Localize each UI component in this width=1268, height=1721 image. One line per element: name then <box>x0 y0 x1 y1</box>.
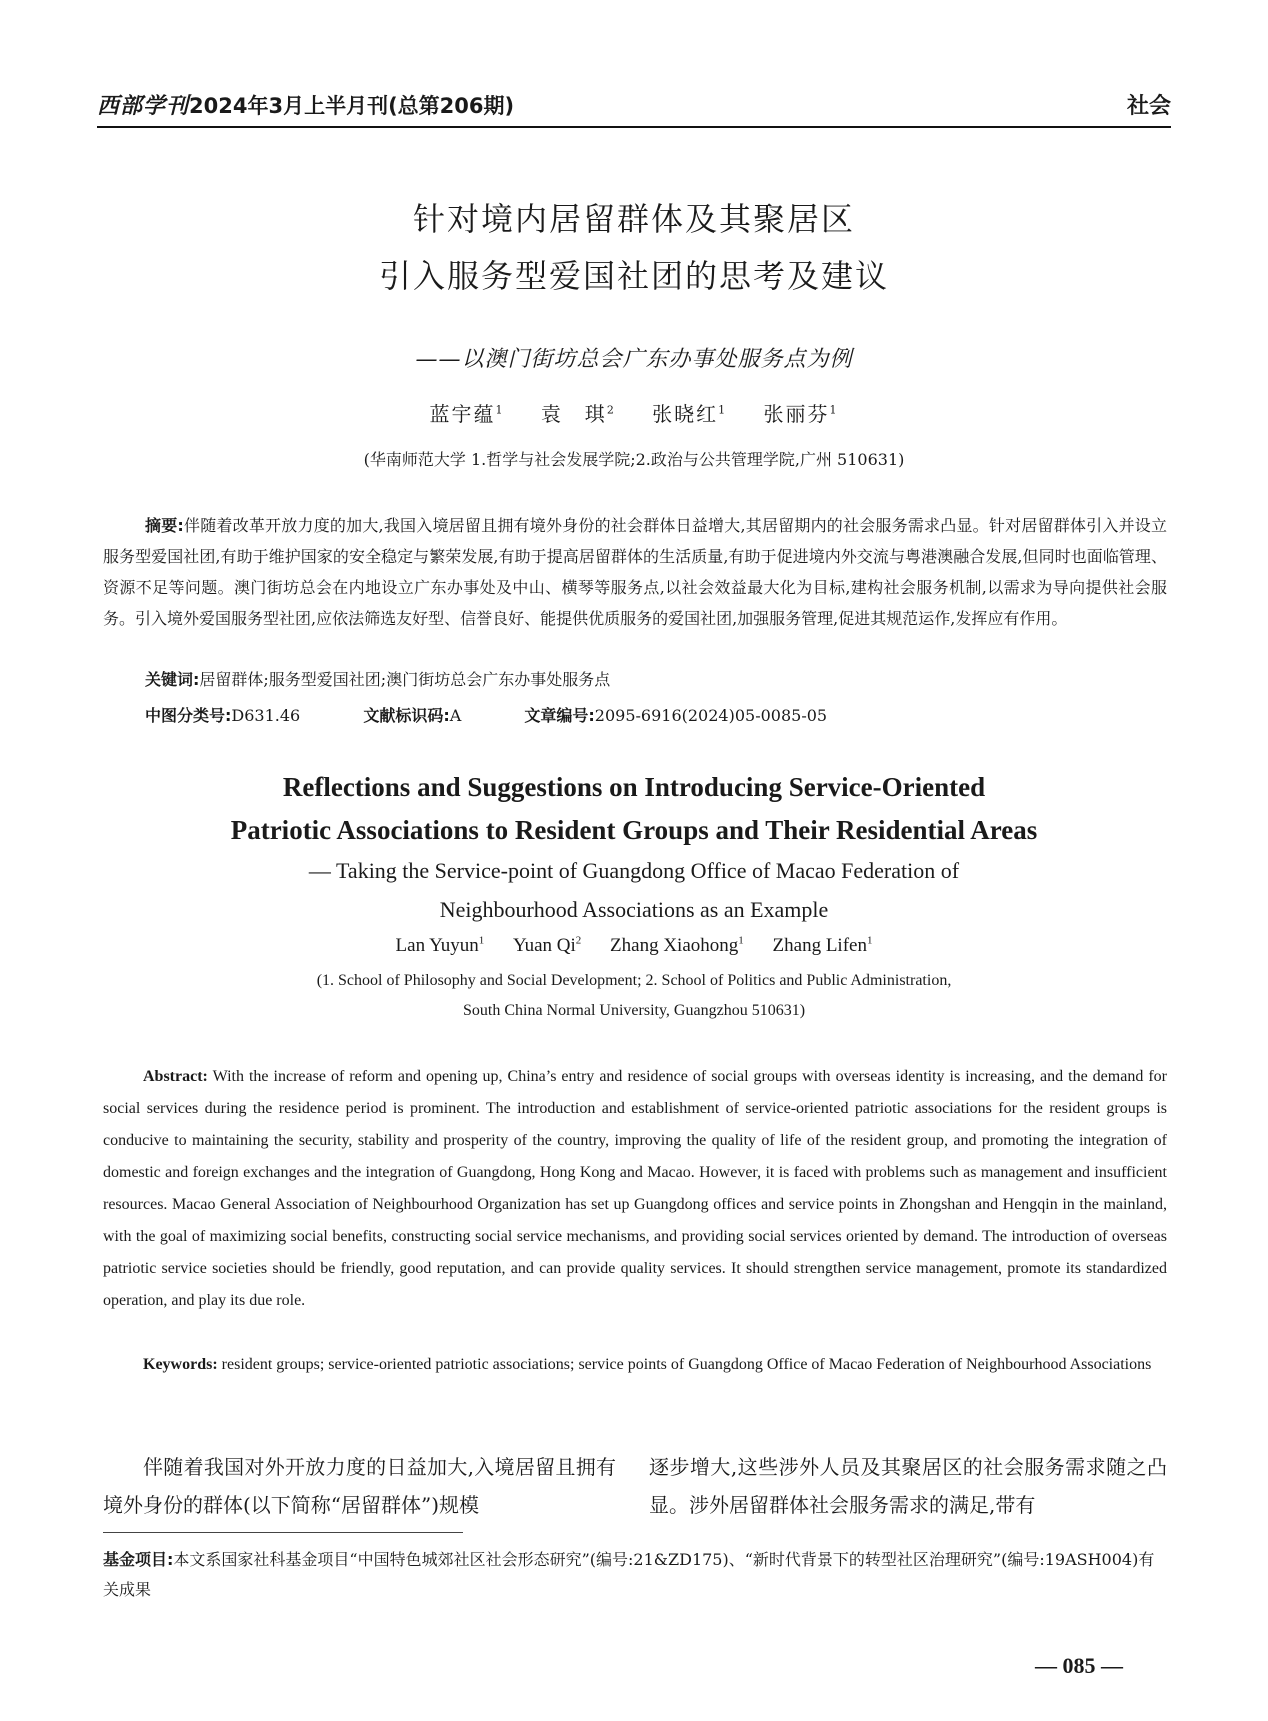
keywords-en-label: Keywords: <box>143 1356 218 1373</box>
body-column-right: 逐步增大,这些涉外人员及其聚居区的社会服务需求随之凸显。涉外居留群体社会服务需求的满足,带有 <box>649 1455 1167 1517</box>
section-name: 社会 <box>1126 94 1171 119</box>
author-sup: 1 <box>495 403 505 417</box>
footnote-text: 本文系国家社科基金项目“中国特色城郊社区社会形态研究”(编号:21&ZD175)、“新时代背景下的转型社区治理研究”(编号:19ASH004)有关成果 <box>103 1550 1155 1599</box>
author-name: 蓝宇蕴 <box>429 402 496 426</box>
affiliation-cn: (华南师范大学 1.哲学与社会发展学院;2.政治与公共管理学院,广州 510631) <box>363 450 905 469</box>
author-en: Lan Yuyun$^1$ <box>395 935 485 957</box>
title-cn-line2: 引入服务型爱国社团的思考及建议 <box>378 257 889 295</box>
author-cn <box>429 402 504 426</box>
author-sup: 2 <box>606 403 616 417</box>
issue-info: 2024年3月上半月刊(总第206期) <box>189 94 515 118</box>
authors-en <box>0 935 1268 957</box>
abstract-cn-text: 伴随着改革开放力度的加大,我国入境居留且拥有境外身份的社会群体日益增大,其居留期内的社会服务需求凸显。针对居留群体引入并设立服务型爱国社团,有助于维护国家的安全稳定与繁荣发展,有助于提高居留群体的生活质量,有助于促进境内外交流与粤港澳融合发展,但同时也面临管理、资源不足等问题。澳门街坊总会在内地设立广东办事处及中山、横琴等服务点,以社会效益最大化为目标,建构社会服务机制,以需求为导向提供社会服务。引入境外爱国服务型社团,应依法筛选友好型、信誉良好、能提供优质服务的爱国社团,加强服务管理,促进其规范运作,发挥应有作用。 <box>103 516 1167 628</box>
keywords-cn-text: 居留群体;服务型爱国社团;澳门街坊总会广东办事处服务点 <box>199 670 611 689</box>
author-en: Zhang Lifen$^1$ <box>772 935 873 957</box>
abstract-en-label: Abstract: <box>143 1068 208 1085</box>
author-sup: 1 <box>718 403 728 417</box>
page-number: — 085 — <box>1035 1653 1123 1678</box>
subtitle-cn: ——以澳门街坊总会广东办事处服务点为例 <box>415 347 853 372</box>
abstract-en <box>103 1061 1167 1317</box>
affiliation-en-line1: (1. School of Philosophy and Social Development; 2. School of Politics and Public Administration, <box>316 972 952 989</box>
author-en: Zhang Xiaohong$^1$ <box>610 935 744 957</box>
author-cn <box>652 402 727 426</box>
abstract-cn <box>103 510 1167 634</box>
header-left <box>97 89 514 126</box>
clc-code: 中图分类号:D631.46 <box>145 706 301 725</box>
abstract-cn-label: 摘要: <box>145 516 184 535</box>
author-cn <box>541 402 616 426</box>
document-code: 文献标识码:A <box>363 706 462 725</box>
classification-row <box>145 703 885 726</box>
title-en-line2: Patriotic Associations to Resident Groups and Their Residential Areas <box>230 815 1038 845</box>
authors-cn <box>0 398 1268 427</box>
author-name: 张丽芬 <box>763 402 830 426</box>
keywords-cn-label: 关键词: <box>145 670 200 689</box>
author-cn <box>764 402 839 426</box>
subtitle-en-line1: — Taking the Service-point of Guangdong Office of Macao Federation of <box>308 858 960 883</box>
funding-footnote <box>103 1545 1167 1605</box>
author-sup: 1 <box>829 403 839 417</box>
abstract-en-text: With the increase of reform and opening up, China’s entry and residence of social groups with overseas identity is increasing, and the demand for social services during the residence period is prominent. The introduction and establishment of service-oriented patriotic associations for the resident groups is conducive to maintaining the security, stability and prosperity of the country, improving the quality of life of the resident group, and promoting the integration of domestic and foreign exchanges and the integration of Guangdong, Hong Kong and Macao. However, it is faced with problems such as management and insufficient resources. Macao General Association of Neighbourhood Organization has set up Guangdong offices and service points in Zhongshan and Hengqin in the mainland, with the goal of maximizing social benefits, constructing social service mechanisms, and providing social services oriented by demand. The introduction of overseas patriotic service societies should be friendly, good reputation, and can provide quality services. It should strengthen service management, promote its standardized operation, and play its due role. <box>103 1068 1168 1309</box>
author-en: Yuan Qi$^2$ <box>512 935 582 957</box>
title-cn-line1: 针对境内居留群体及其聚居区 <box>412 200 855 238</box>
footnote-label: 基金项目: <box>103 1550 174 1569</box>
footnote-rule <box>103 1532 463 1533</box>
affiliation-en-line2: South China Normal University, Guangzhou 510631) <box>462 1002 806 1019</box>
article-number: 文章编号:2095-6916(2024)05-0085-05 <box>524 706 828 725</box>
title-en-line1: Reflections and Suggestions on Introducing Service-Oriented <box>282 772 986 802</box>
subtitle-en-line2: Neighbourhood Associations as an Example <box>439 897 829 922</box>
keywords-en <box>103 1349 1167 1381</box>
keywords-en-text: resident groups; service-oriented patriotic associations; service points of Guangdong Office of Macao Federation of Neighbourhood Associations <box>221 1356 1152 1373</box>
author-name: 张晓红 <box>652 402 719 426</box>
author-name: 袁 琪 <box>540 402 607 426</box>
body-column-left: 伴随着我国对外开放力度的日益加大,入境居留且拥有境外身份的群体(以下简称“居留群体”)规模 <box>103 1455 616 1517</box>
journal-logo: 西部学刊 <box>97 93 190 119</box>
running-header <box>97 90 1171 128</box>
keywords-cn <box>145 667 610 690</box>
